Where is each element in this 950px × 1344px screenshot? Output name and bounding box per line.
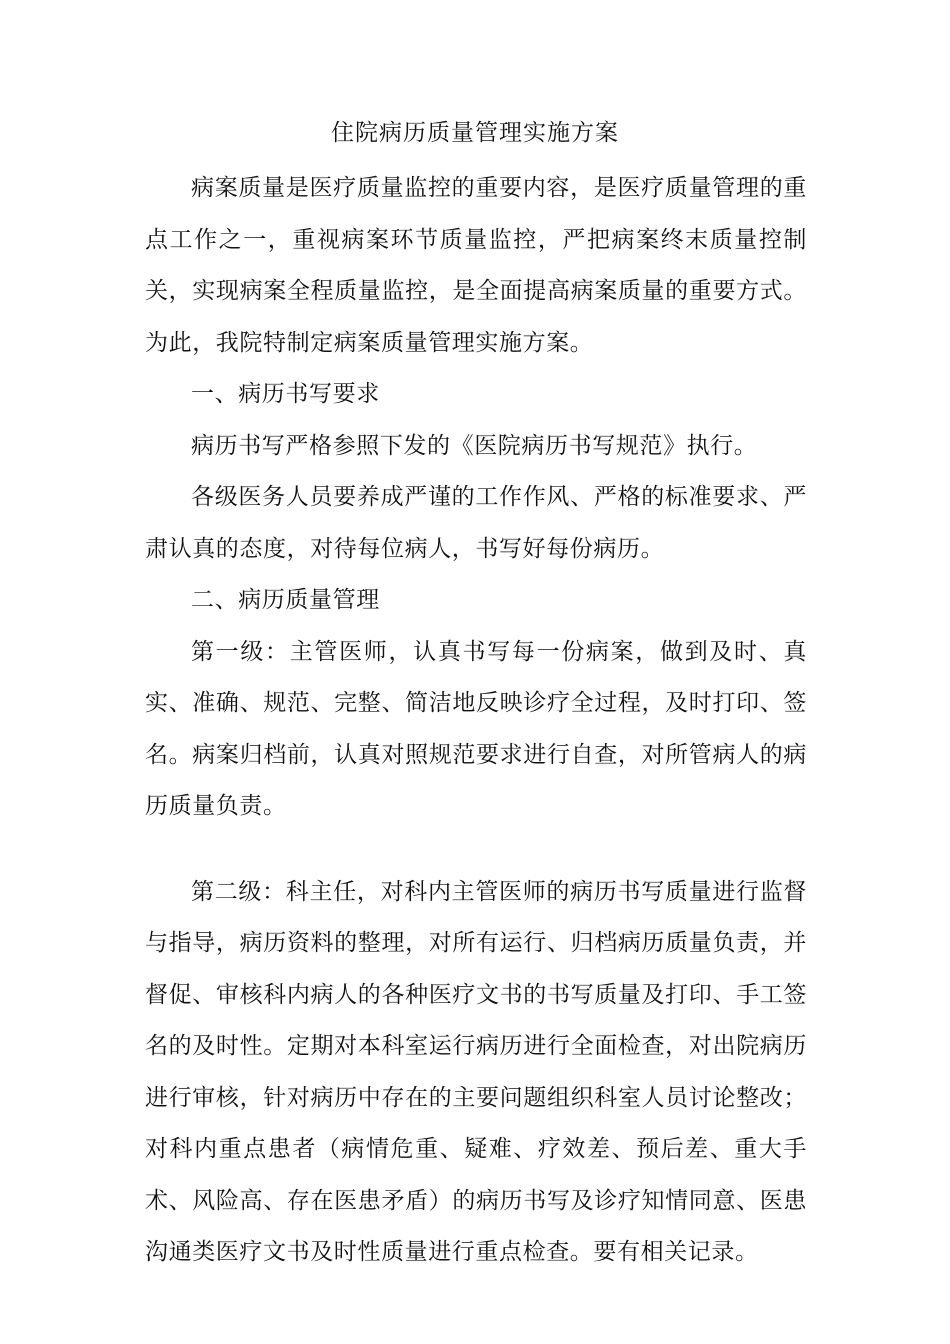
level-two-paragraph: 第二级：科主任，对科内主管医师的病历书写质量进行监督与指导，病历资料的整理，对所有运行、归档病历质量负责，并督促、审核科内病人的各种医疗文书的书写质量及打印、手工签名的及时性。定期对本科室运行病历进行全面检查，对出院病历进行审核，针对病历中存在的主要问题组织科室人员讨论整改；对科内重点患者（病情危重、疑难、疗效差、预后差、重大手术、风险高、存在医患矛盾）的病历书写及诊疗知情同意、医患沟通类医疗文书及时性质量进行重点检查。要有相关记录。 [145,878,807,1265]
section-heading-writing-requirements: 一、病历书写要求 [191,381,380,407]
section-heading-quality-management: 二、病历质量管理 [191,587,380,613]
writing-standard-paragraph: 病历书写严格参照下发的《医院病历书写规范》执行。 [191,432,758,459]
level-one-paragraph: 第一级：主管医师，认真书写每一份病案，做到及时、真实、准确、规范、完整、简洁地反映诊疗全过程，及时打印、签名。病案归档前，认真对照规范要求进行自查，对所管病人的病历质量负责。 [145,638,807,819]
document-body [145,163,807,1279]
staff-attitude-paragraph: 各级医务人员要养成严谨的工作作风、严格的标准要求、严肃认真的态度，对待每位病人，书写好每份病历。 [145,484,807,562]
intro-paragraph: 病案质量是医疗质量监控的重要内容，是医疗质量管理的重点工作之一，重视病案环节质量监控，严把病案终末质量控制关，实现病案全程质量监控，是全面提高病案质量的重要方式。为此，我院特制定病案质量管理实施方案。 [145,175,807,356]
document-title: 住院病历质量管理实施方案 [331,120,619,146]
